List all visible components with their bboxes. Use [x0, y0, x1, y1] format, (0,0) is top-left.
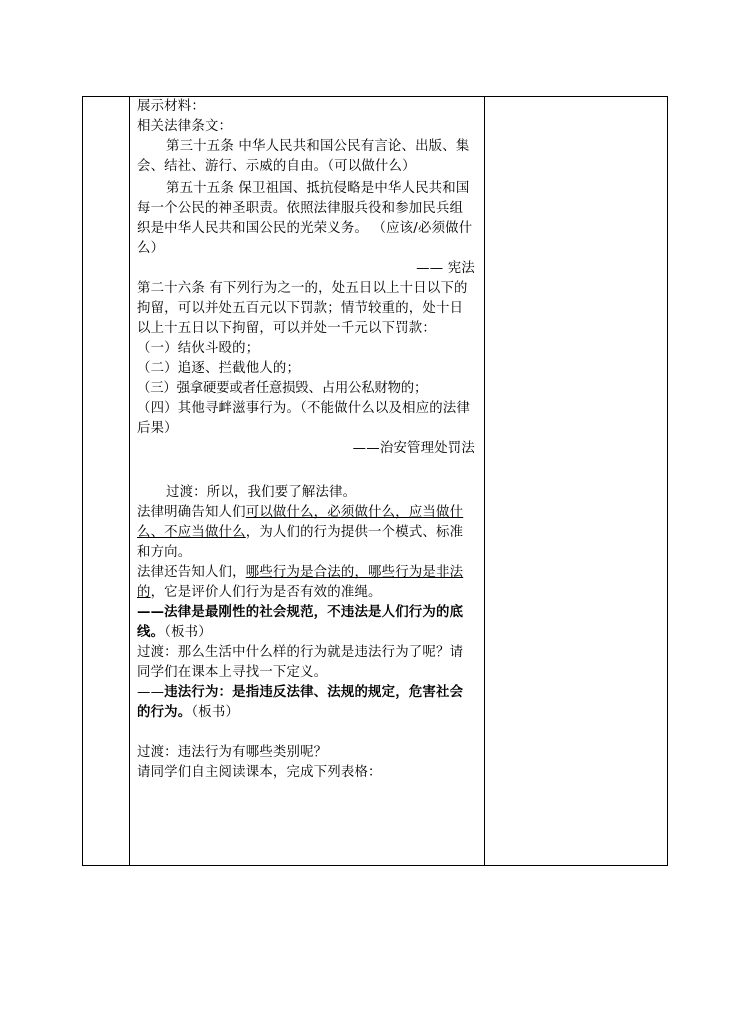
law-function-2-tail: ，它是评价人们行为是否有效的准绳。 [150, 585, 382, 600]
definition-dash: —— [137, 685, 165, 700]
content-cell [137, 97, 475, 783]
key-point-1-bold: ——法律是最刚性的社会规范，不违法是人们行为的底线。 [137, 605, 464, 640]
key-point-1 [137, 603, 475, 643]
law-function-1-underlined: 可以做什么，必须做什么，应当做什么、不应当做什么 [137, 505, 464, 540]
law-function-2-lead: 法律还告知人们， [137, 565, 246, 580]
source-constitution: —— 宪法 [416, 261, 475, 276]
board-note-1: （板书） [164, 625, 212, 640]
law-function-2-underlined: 哪些行为是合法的，哪些行为是非法的 [137, 565, 464, 600]
law-function-1-lead: 法律明确告知人们 [137, 505, 246, 520]
transition-1: 过渡：所以，我们要了解法律。 [166, 485, 357, 500]
material-heading: 展示材料： [137, 99, 205, 114]
column-divider-left [129, 97, 130, 865]
law-articles-heading: 相关法律条文： [137, 119, 233, 134]
law-function-1 [137, 503, 475, 563]
article-26: 第二十六条 有下列行为之一的，处五日以上十日以下的拘留，可以并处五百元以下罚款；情节较重的，处十日以上十五日以下拘留，可以并处一千元以下罚款： [137, 281, 468, 336]
list-item-4: （四）其他寻衅滋事行为。（不能做什么以及相应的法律后果） [137, 401, 471, 436]
instruction: 请同学们自主阅读课本，完成下列表格： [137, 765, 382, 780]
transition-2: 过渡：那么生活中什么样的行为就是违法行为了呢？请同学们在课本上寻找一下定义。 [137, 645, 464, 680]
list-item-2: （二）追逐、拦截他人的； [137, 361, 301, 376]
source-security-law: ——治安管理处罚法 [352, 441, 475, 456]
list-item-1: （一）结伙斗殴的； [137, 341, 260, 356]
definition-bold: 违法行为：是指违反法律、法规的规定，危害社会的行为。 [137, 685, 464, 720]
law-function-1-tail: ，为人们的行为提供一个模式、标准和方向。 [137, 525, 464, 560]
board-note-2: （板书） [191, 705, 240, 720]
definition [137, 683, 475, 723]
column-divider-right [484, 97, 485, 865]
transition-3: 过渡：违法行为有哪些类别呢？ [137, 745, 328, 760]
spacer-2 [137, 723, 475, 743]
list-item-3: （三）强拿硬要或者任意损毁、占用公私财物的； [137, 381, 428, 396]
spacer [137, 459, 475, 478]
law-function-2 [137, 563, 475, 603]
article-35: 第三十五条 中华人民共和国公民有言论、出版、集会、结社、游行、示威的自由。（可以做什么） [137, 139, 470, 174]
article-55: 第五十五条 保卫祖国、抵抗侵略是中华人民共和国每一个公民的神圣职责。依照法律服兵役和参加民兵组织是中华人民共和国公民的光荣义务。 （应该/必须做什么） [137, 181, 473, 256]
